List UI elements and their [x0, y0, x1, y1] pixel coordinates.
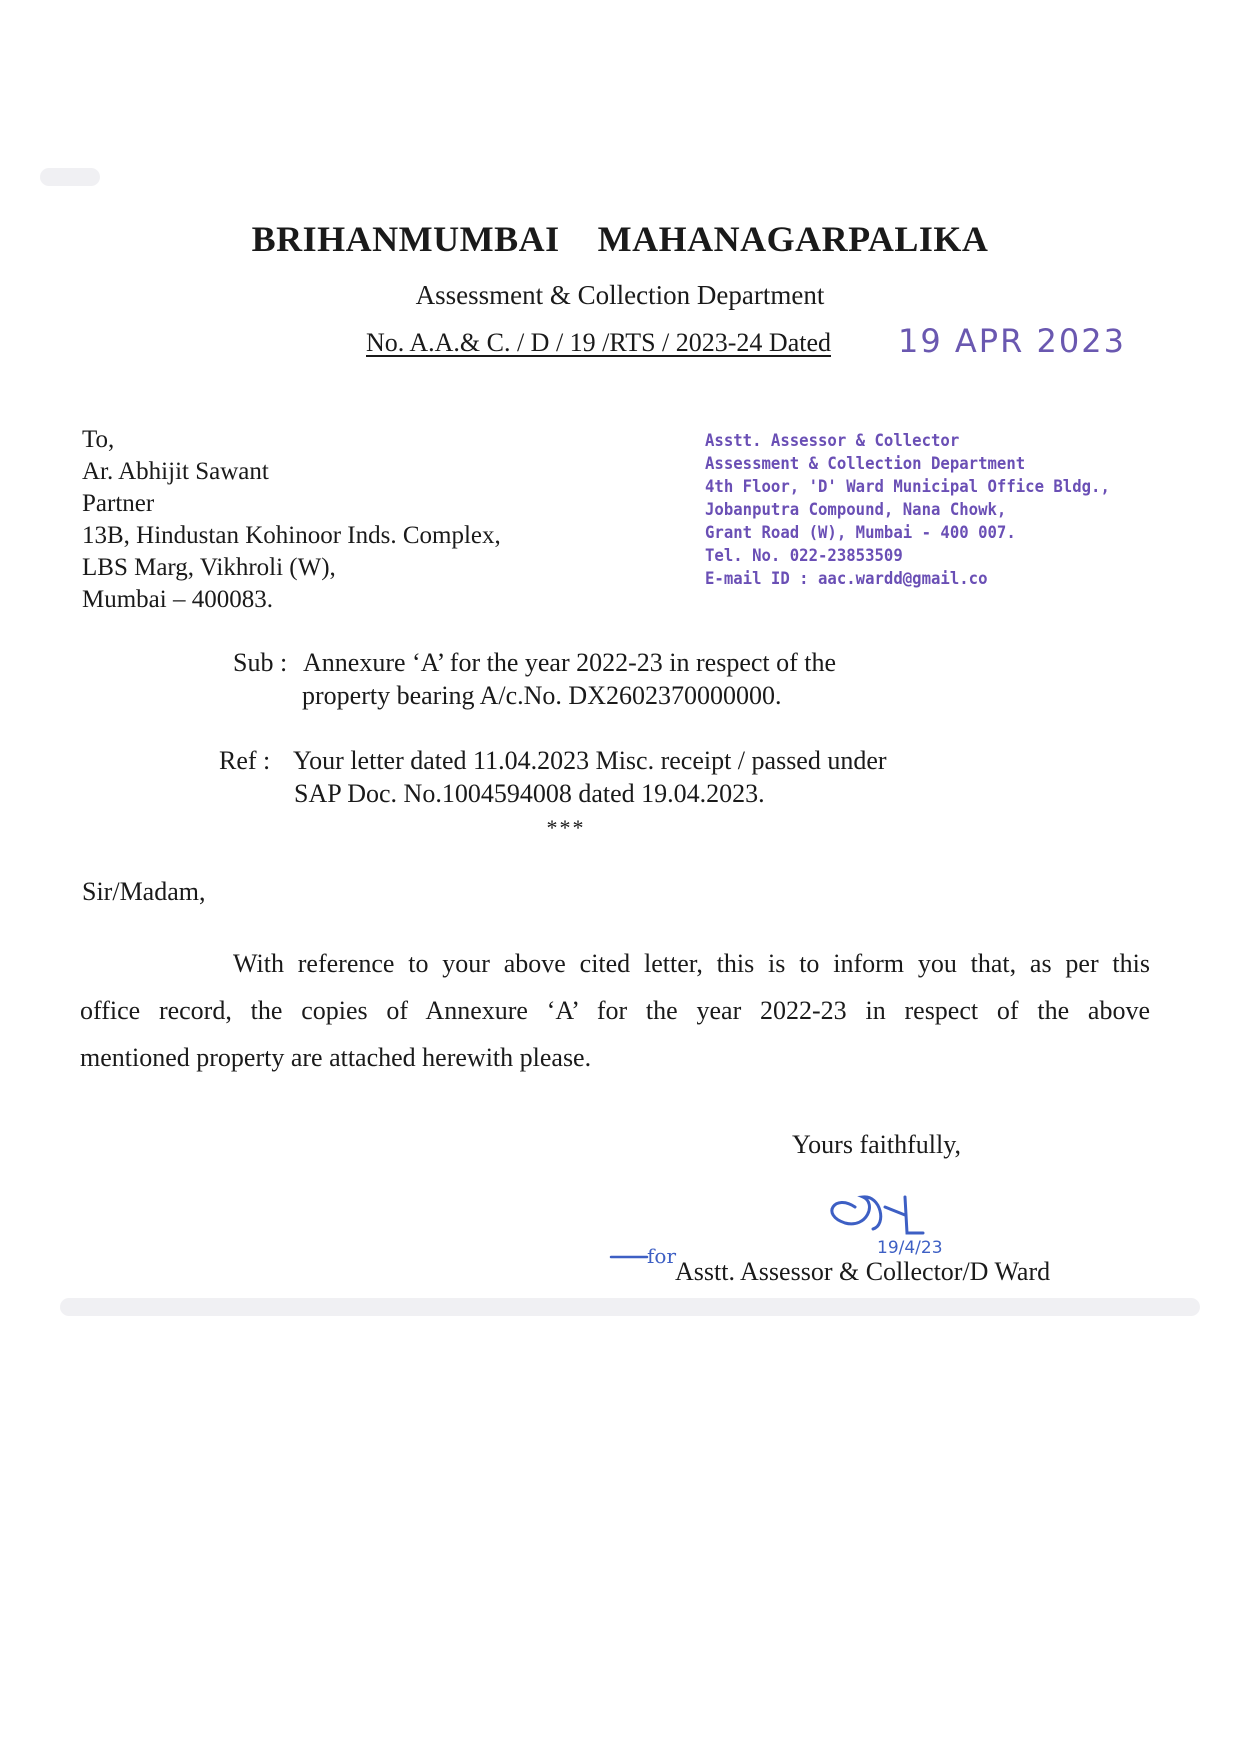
org-name-part-1: BRIHANMUMBAI: [251, 219, 560, 259]
reference-label: Ref :: [219, 746, 271, 775]
body-line-3: mentioned property are attached herewith please.: [80, 1043, 592, 1072]
reference-block: [219, 744, 887, 810]
signature-scribble: [832, 1197, 923, 1233]
subject-line-1: Annexure ‘A’ for the year 2022-23 in respect of the: [303, 648, 837, 677]
body-line-1: With reference to your above cited letter, this is to inform you that, as per this: [233, 949, 1150, 978]
date-stamp: 19 APR 2023: [898, 322, 1126, 360]
signatory-prefix: for: [647, 1244, 677, 1268]
recipient-address: [82, 424, 501, 616]
stamp-line: Tel. No. 022-23853509: [705, 546, 903, 566]
subject-line-2: property bearing A/c.No. DX2602370000000.: [302, 681, 782, 710]
address-line: 13B, Hindustan Kohinoor Inds. Complex,: [82, 522, 501, 549]
salutation: Sir/Madam,: [82, 877, 206, 906]
address-line: To,: [82, 426, 115, 453]
letter-body: [80, 940, 1150, 1081]
stamp-line: Grant Road (W), Mumbai - 400 007.: [705, 523, 1016, 543]
address-line: Ar. Abhijit Sawant: [82, 458, 269, 485]
reference-line-1: Your letter dated 11.04.2023 Misc. receipt / passed under: [293, 746, 887, 775]
reference-line-2: SAP Doc. No.1004594008 dated 19.04.2023.: [294, 779, 765, 808]
signature-date: 19/4/23: [877, 1238, 943, 1258]
address-line: Partner: [82, 490, 155, 517]
address-line: LBS Marg, Vikhroli (W),: [82, 554, 336, 581]
address-line: Mumbai – 400083.: [82, 586, 273, 613]
department-name: Assessment & Collection Department: [415, 280, 825, 310]
stamp-line: Asstt. Assessor & Collector: [705, 431, 960, 451]
office-address-stamp: [705, 430, 1110, 591]
signatory-title: Asstt. Assessor & Collector/D Ward: [675, 1257, 1051, 1286]
subject-block: [233, 646, 836, 712]
stamp-line: Jobanputra Compound, Nana Chowk,: [705, 500, 1007, 520]
scan-artifact: [40, 168, 100, 186]
organization-title: [0, 218, 1240, 260]
org-name-part-2: MAHANAGARPALIKA: [597, 219, 989, 259]
separator-stars: ***: [546, 815, 586, 840]
stamp-line: Assessment & Collection Department: [705, 454, 1026, 474]
subject-label: Sub :: [233, 648, 288, 677]
closing: Yours faithfully,: [792, 1130, 962, 1159]
scan-artifact: [60, 1298, 1200, 1316]
body-line-2: office record, the copies of Annexure ‘A’ for the year 2022-23 in respect of the above: [80, 996, 1150, 1025]
stamp-line: E-mail ID : aac.wardd@gmail.co: [705, 569, 988, 589]
reference-number: No. A.A.& C. / D / 19 /RTS / 2023-24 Dated: [366, 328, 831, 357]
stamp-line: 4th Floor, 'D' Ward Municipal Office Bldg.,: [705, 477, 1110, 497]
